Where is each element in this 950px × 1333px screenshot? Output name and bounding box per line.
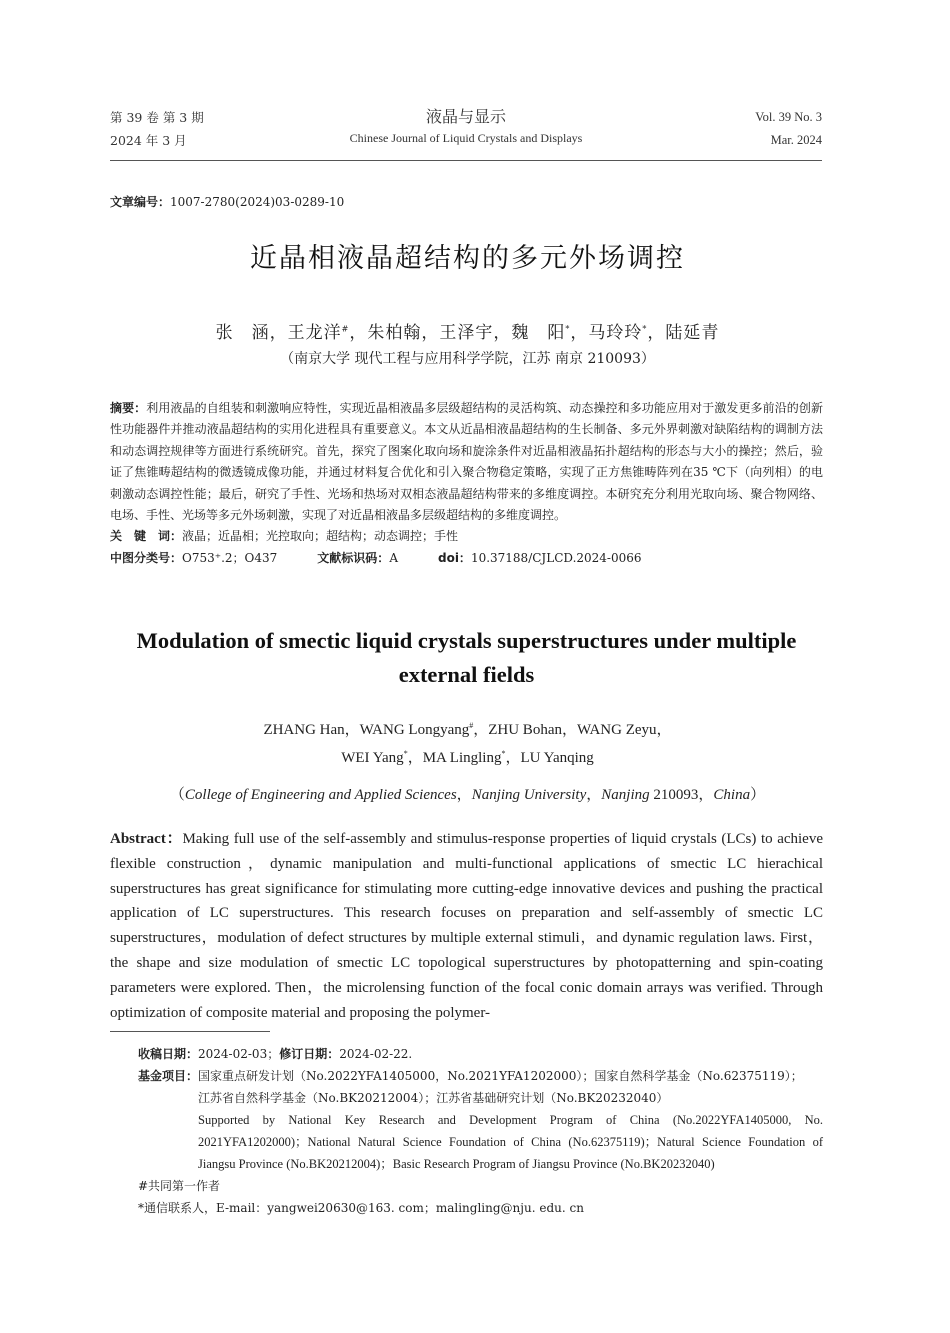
clc-label: 中图分类号： <box>110 550 183 565</box>
received-date: 2024-02-03； <box>198 1047 280 1061</box>
author-mark: # <box>341 324 350 334</box>
authors-en-line1 <box>0 714 935 742</box>
author-mark: * <box>501 749 506 758</box>
author-mark: * <box>642 324 648 334</box>
classification-line <box>110 548 823 569</box>
college: College of Engineering and Applied Sciences <box>184 787 457 803</box>
journal-name-en: Chinese Journal of Liquid Crystals and Displays <box>349 131 583 145</box>
dates-footnote <box>138 1043 823 1065</box>
authors-en-line2 <box>0 742 935 770</box>
fund-label: 基金项目： <box>138 1069 199 1083</box>
header-divider <box>110 160 822 161</box>
corresponding-author-note: *通信联系人，E-mail：yangwei20630@163. com；malingling@nju. edu. cn <box>138 1201 584 1215</box>
revised-label: 修订日期： <box>279 1047 340 1061</box>
author-mark: * <box>565 324 571 334</box>
abstract-cn-text: 利用液晶的自组装和刺激响应特性，实现近晶相液晶多层级超结构的灵活构筑、动态操控和多功能应用对于激发更多前沿的创新性功能器件并推动液晶超结构的实用化进程具有重要意义。本文从近晶相液晶超结构的生长制备、多元外界刺激对缺陷结构的调制方法和动态调控规律等方面进行系统研究。首先，探究了图案化取向场和旋涂条件对近晶相液晶拓扑超结构的形态与大小的操控；然后，验证了焦锥畴超结构的微透镜成像功能，并通过材料复合优化和引入聚合物稳定策略，实现了正方焦锥畴阵列在35 ℃下（向列相）的电刺激动态调控性能；最后，研究了手性、光场和热场对双相态液晶超结构带来的多维度调控。本研究充分利用光取向场、聚合物网络、电场、手性、光场等多元外场刺激，实现了对近晶相液晶多层级超结构的多维度调控。 <box>110 401 823 523</box>
author-mark: # <box>469 721 474 730</box>
author-text: ZHANG Han，WANG Longyang <box>263 722 470 738</box>
fund-body <box>198 1065 823 1175</box>
zip: 210093， <box>649 787 714 803</box>
author-text: ，朱柏翰，王泽宇，魏 阳 <box>349 323 566 343</box>
journal-name-cn: 液晶与显示 <box>425 107 506 126</box>
journal-header <box>110 106 822 156</box>
separator: ， <box>456 787 472 803</box>
keywords-value: 液晶；近晶相；光控取向；超结构；动态调控；手性 <box>182 529 459 544</box>
fund-cn-line: 国家重点研发计划（No.2022YFA1405000，No.2021YFA1202000）；国家自然科学基金（No.62375119）； <box>198 1069 803 1083</box>
city: Nanjing <box>601 787 650 803</box>
doi-label: doi： <box>437 550 471 565</box>
title-en: Modulation of smectic liquid crystals superstructures under multiple external fields <box>136 628 797 687</box>
author-text: ，LU Yanqing <box>505 750 594 766</box>
affiliation-cn: （南京大学 现代工程与应用科学学院，江苏 南京 210093） <box>280 351 655 367</box>
abstract-cn <box>110 398 823 526</box>
received-label: 收稿日期： <box>138 1047 199 1061</box>
fund-cn-line: 江苏省自然科学基金（No.BK20212004）；江苏省基础研究计划（No.BK20232040） <box>198 1091 669 1105</box>
paren: （ <box>169 787 185 803</box>
abstract-cn-label: 摘要： <box>110 401 147 415</box>
article-number-value: 1007-2780(2024)03-0289-10 <box>170 195 345 209</box>
author-text: ，ZHU Bohan，WANG Zeyu， <box>473 722 672 738</box>
volume-issue-en: Vol. 39 No. 3 <box>755 110 822 124</box>
title-cn: 近晶相液晶超结构的多元外场调控 <box>250 243 685 274</box>
abstract-en-text: Making full use of the self-assembly and stimulus-response properties of liquid crystals (LCs) to achieve flexible construction，dynamic manipulation and multi-functional applications of smectic LC hierachical superstructures has great significance for stimulating more cutting-edge innovative devices and pushing the practical application of LC superstructures. This research focuses on preparation and self-assembly of smectic LC superstructures，modulation of defect structures by multiple external stimuli，and dynamic regulation laws. First，the shape and size modulation of smectic LC topological superstructures by photopatterning and spin-coating parameters were explored. Then，the microlensing function of the focal conic domain arrays was verified. Through optimization of composite material and proposing the polymer- <box>110 831 823 1021</box>
footnotes <box>138 1043 823 1219</box>
revised-date: 2024-02-22. <box>339 1047 413 1061</box>
header-right <box>755 106 822 152</box>
volume-issue-cn: 第 39 卷 第 3 期 <box>110 110 204 125</box>
author-text: ，马玲玲 <box>570 323 643 343</box>
doc-code-label: 文献标识码： <box>317 550 390 565</box>
author-text: 张 涵，王龙洋 <box>215 323 342 343</box>
affiliation-en <box>0 783 935 804</box>
keywords-cn <box>110 526 823 547</box>
fund-footnote <box>138 1065 823 1175</box>
doi-value: 10.37188/CJLCD.2024-0066 <box>470 550 642 565</box>
header-center <box>110 106 822 148</box>
abstract-en-label: Abstract： <box>110 831 183 847</box>
author-mark: * <box>403 749 408 758</box>
cofirst-author-note: #共同第一作者 <box>138 1179 221 1193</box>
author-text: ，MA Lingling <box>407 750 502 766</box>
authors-cn <box>0 318 935 343</box>
date-cn: 2024 年 3 月 <box>110 133 187 148</box>
fund-en: Supported by National Key Research and Development Program of China (No.2022YFA1405000, No. 2021YFA1202000)；National Natural Science Foundation of China (No.62375119)；Natural Science Foundation of Jiangsu Province (No.BK20212004)；Basic Research Program of Jiangsu Province (No.BK20232040) <box>198 1113 823 1171</box>
article-number <box>110 193 344 210</box>
article-number-label: 文章编号： <box>110 195 171 209</box>
clc-value: O753⁺.2；O437 <box>182 550 278 565</box>
author-text: ，陆延青 <box>647 323 720 343</box>
paren: ） <box>750 787 766 803</box>
doc-code-value: A <box>389 550 398 565</box>
abstract-en <box>110 827 823 1025</box>
author-text: WEI Yang <box>341 750 404 766</box>
separator: ， <box>586 787 602 803</box>
abstract-cn-block <box>110 398 823 569</box>
footnote-divider <box>110 1031 270 1032</box>
country: China <box>713 787 751 803</box>
authors-en <box>0 714 935 770</box>
date-en: Mar. 2024 <box>770 133 822 147</box>
university: Nanjing University <box>471 787 587 803</box>
keywords-label: 关 键 词： <box>110 529 183 544</box>
